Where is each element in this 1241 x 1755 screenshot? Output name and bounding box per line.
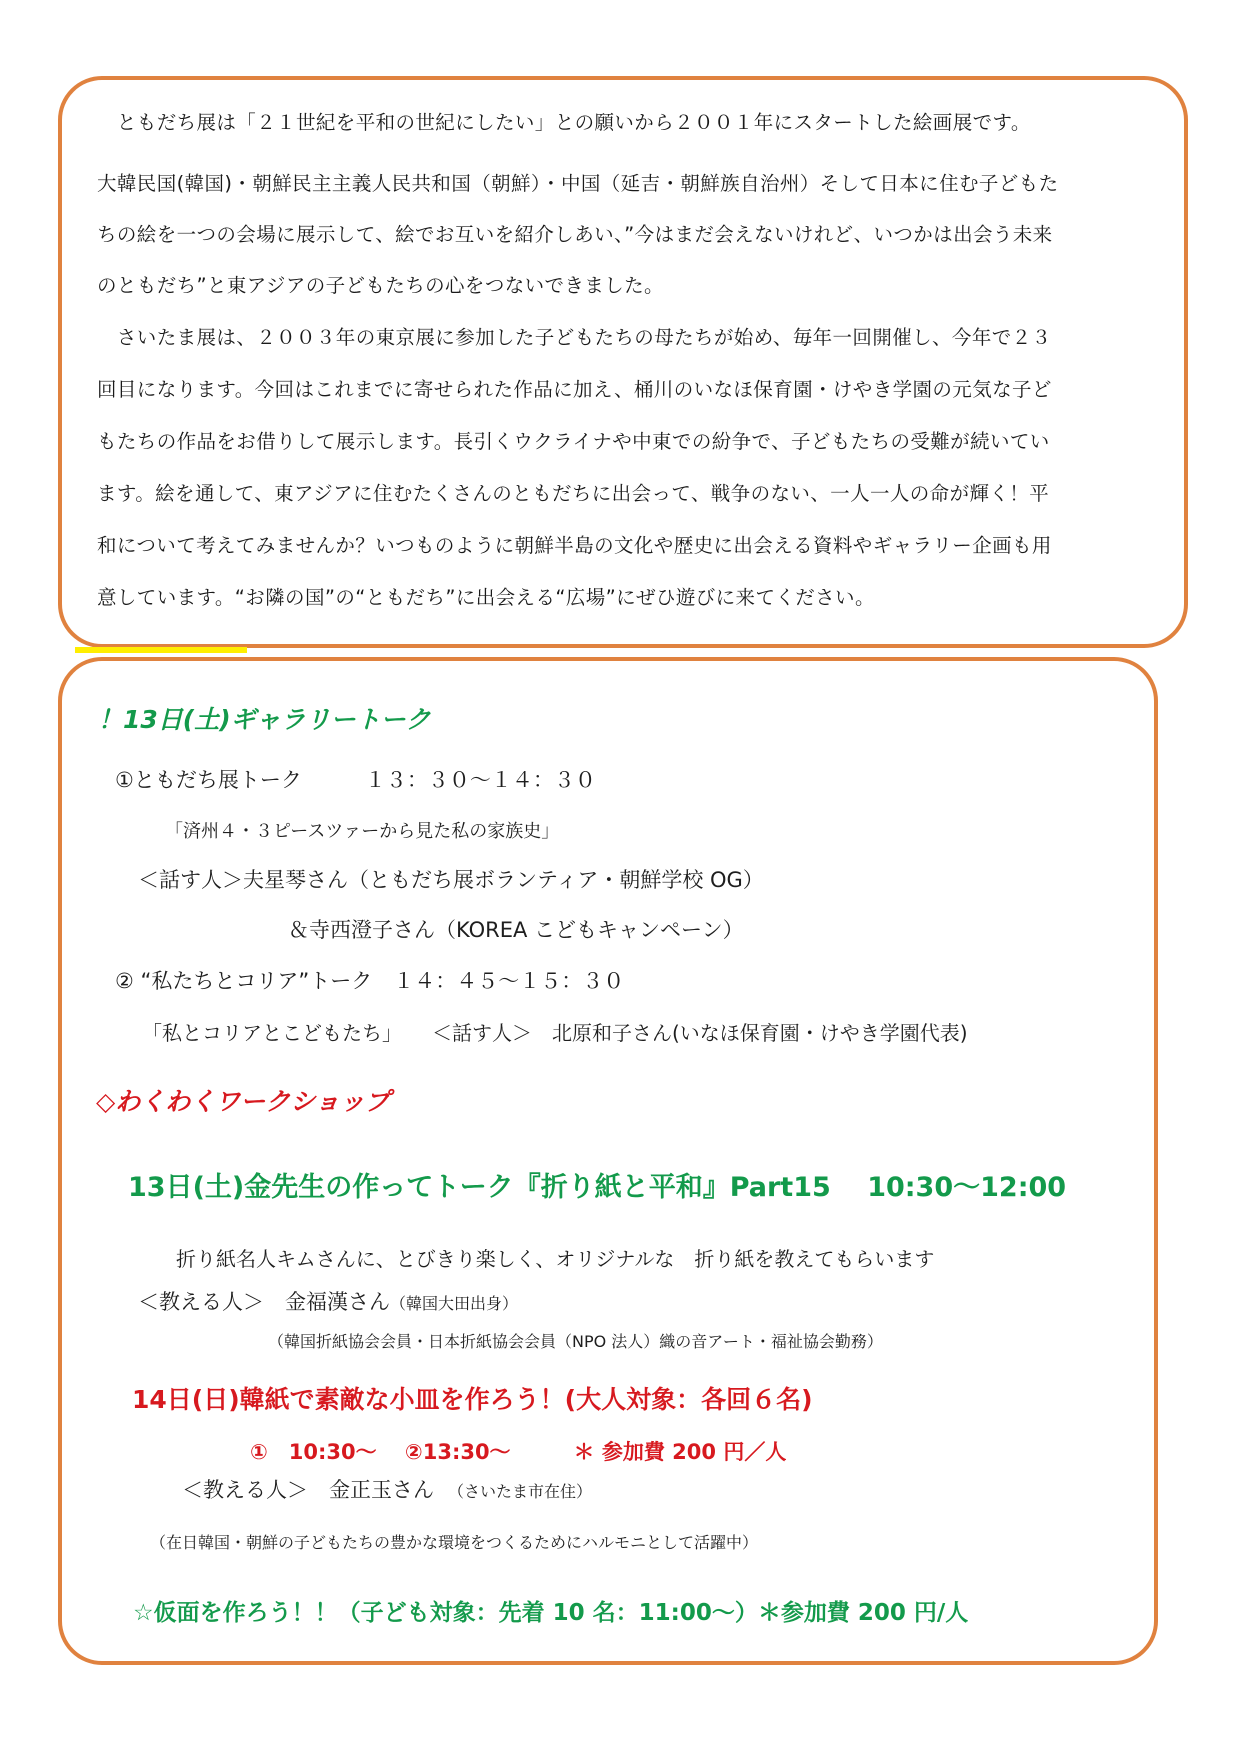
events-box <box>58 657 1158 1665</box>
talk1-speaker: ＜話す人＞夫星琴さん（ともだち展ボランティア・朝鮮学校 OG） <box>138 868 764 892</box>
hanji-times-fee: ① 10:30～ ②13:30～ ＊ 参加費 200 円／人 <box>250 1440 787 1464</box>
talk1-speaker2: ＆寺西澄子さん（KOREA こどもキャンペーン） <box>288 918 744 942</box>
hanji-teacher-label: ＜教える人＞ 金正玉さん <box>182 1478 434 1502</box>
origami-description: 折り紙名人キムさんに、とびきり楽しく、オリジナルな 折り紙を教えてもらいます <box>176 1247 935 1271</box>
intro-line: 和について考えてみませんか？いつものように朝鮮半島の文化や歴史に出会える資料やギャラリー企画も用 <box>97 534 1052 557</box>
hanji-teacher <box>182 1474 592 1504</box>
intro-line: 回目になります。今回はこれまでに寄せられた作品に加え、桶川のいなほ保育園・けやき学園の元気な子ど <box>97 378 1052 401</box>
intro-line: のともだち”と東アジアの子どもたちの心をつないできました。 <box>97 274 664 297</box>
origami-heading: 13日(土)金先生の作ってトーク『折り紙と平和』Part15 10:30～12:00 <box>128 1172 1067 1203</box>
intro-line: 意しています。“お隣の国”の“ともだち”に出会える“広場”にぜひ遊びに来てください。 <box>97 586 875 609</box>
hanji-heading: 14日(日)韓紙で素敵な小皿を作ろう！(大人対象：各回６名) <box>132 1385 813 1414</box>
hanji-teacher-detail: （在日韓国・朝鮮の子どもたちの豊かな環境をつくるためにハルモニとして活躍中） <box>150 1533 759 1552</box>
origami-teacher <box>138 1286 518 1316</box>
mask-heading: ☆仮面を作ろう！！（子ども対象：先着 10 名：11:00～）＊参加費 200 円/人 <box>133 1600 969 1626</box>
intro-line: ともだち展は「２１世紀を平和の世紀にしたい」との願いから２００１年にスタートした絵画展です。 <box>97 111 1031 134</box>
origami-teacher-label: ＜教える人＞ 金福漢さん <box>138 1290 390 1314</box>
talk2-detail: 「私とコリアとこどもたち」 ＜話す人＞ 北原和子さん(いなほ保育園・けやき学園代表) <box>142 1021 968 1045</box>
yellow-highlight-bar <box>75 647 247 653</box>
intro-line: 大韓民国(韓国)・朝鮮民主主義人民共和国（朝鮮）・中国（延吉・朝鮮族自治州）そして日本に住む子どもた <box>97 172 1059 195</box>
workshop-heading: ◇わくわくワークショップ <box>96 1087 390 1116</box>
origami-teacher-origin: （韓国大田出身） <box>390 1294 519 1313</box>
origami-teacher-detail: （韓国折紙協会会員・日本折紙協会会員（NPO 法人）織の音アート・福祉協会勤務） <box>268 1332 883 1351</box>
intro-line: ます。絵を通して、東アジアに住むたくさんのともだちに出会って、戦争のない、一人一人の命が輝く！平 <box>97 482 1050 505</box>
hanji-teacher-origin: （さいたま市在住） <box>448 1482 593 1501</box>
talk1-title: ①ともだち展トーク １３：３０～１４：３０ <box>115 768 596 792</box>
talk2-title: ② “私たちとコリア”トーク １４：４５～１５：３０ <box>115 969 625 993</box>
intro-line: もたちの作品をお借りして展示します。長引くウクライナや中東での紛争で、子どもたちの受難が続いてい <box>97 430 1050 453</box>
intro-line: ちの絵を一つの会場に展示して、絵でお互いを紹介しあい、”今はまだ会えないけれど、いつかは出会う未来 <box>97 223 1053 246</box>
talk1-subtitle: 「済州４・３ピースツァーから見た私の家族史」 <box>165 821 560 842</box>
intro-line: さいたま展は、２００３年の東京展に参加した子どもたちの母たちが始め、毎年一回開催し、今年で２３ <box>97 326 1052 349</box>
intro-box <box>58 76 1188 648</box>
gallery-talk-heading: ！13日(土)ギャラリートーク <box>98 705 431 734</box>
